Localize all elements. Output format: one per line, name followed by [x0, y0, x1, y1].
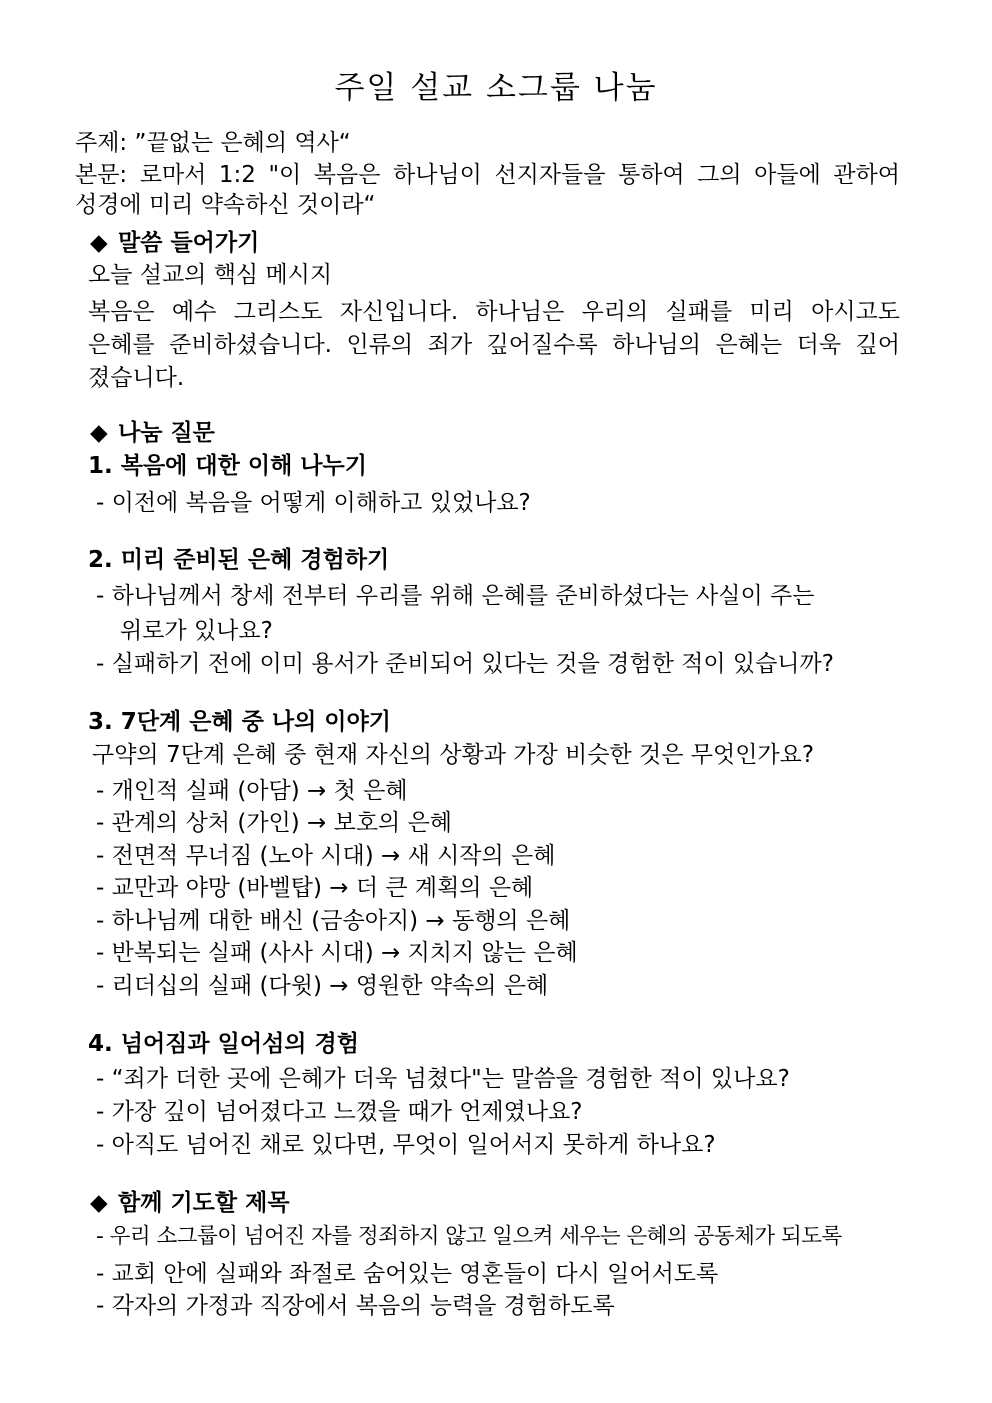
prayer-heading-text: 함께 기도할 제목: [118, 1190, 290, 1216]
intro-body-line-1: 복음은 예수 그리스도 자신입니다. 하나님은 우리의 실패를 미리 아시고도: [88, 299, 900, 325]
question-4-item: - “죄가 더한 곳에 은혜가 더욱 넘쳤다"는 말씀을 경험한 적이 있나요?: [96, 1066, 790, 1092]
question-3-item: - 개인적 실패 (아담) → 첫 은혜: [96, 778, 408, 804]
intro-subheading: 오늘 설교의 핵심 메시지: [88, 262, 333, 288]
question-2-title: 2. 미리 준비된 은혜 경험하기: [88, 547, 390, 573]
question-3-title: 3. 7단계 은혜 중 나의 이야기: [88, 709, 391, 735]
question-1-item: - 이전에 복음을 어떻게 이해하고 있었나요?: [96, 490, 531, 516]
prayer-item: - 각자의 가정과 직장에서 복음의 능력을 경험하도록: [96, 1293, 615, 1319]
question-2-item-2: - 실패하기 전에 이미 용서가 준비되어 있다는 것을 경험한 적이 있습니까?: [96, 651, 834, 677]
question-3-item: - 교만과 야망 (바벨탑) → 더 큰 계획의 은혜: [96, 875, 534, 901]
sharing-heading: [90, 418, 215, 448]
question-3-item: - 반복되는 실패 (사사 시대) → 지치지 않는 은혜: [96, 940, 578, 966]
question-3-item: - 하나님께 대한 배신 (금송아지) → 동행의 은혜: [96, 908, 571, 934]
question-4-title: 4. 넘어짐과 일어섬의 경험: [88, 1031, 359, 1057]
question-4-item: - 가장 깊이 넘어졌다고 느꼈을 때가 언제였나요?: [96, 1099, 583, 1125]
theme-line: 주제: ”끝없는 은혜의 역사“: [75, 130, 351, 156]
prayer-heading: [90, 1188, 290, 1218]
diamond-bullet-icon: ◆: [90, 420, 108, 446]
scripture-line-1: 본문: 로마서 1:2 "이 복음은 하나님이 선지자들을 통하여 그의 아들에 관하여: [75, 162, 900, 188]
intro-heading: [90, 228, 259, 258]
question-3-item: - 리더십의 실패 (다윗) → 영원한 약속의 은혜: [96, 973, 549, 999]
page-title: 주일 설교 소그룹 나눔: [334, 70, 658, 106]
diamond-bullet-icon: ◆: [90, 1190, 108, 1216]
question-3-item: - 관계의 상처 (가인) → 보호의 은혜: [96, 810, 452, 836]
question-2-item-1-line-2: 위로가 있나요?: [120, 618, 273, 644]
question-3-question: 구약의 7단계 은혜 중 현재 자신의 상황과 가장 비슷한 것은 무엇인가요?: [92, 742, 815, 768]
prayer-item: - 우리 소그룹이 넘어진 자를 정죄하지 않고 일으켜 세우는 은혜의 공동체가 되도록: [96, 1224, 842, 1249]
intro-heading-text: 말씀 들어가기: [118, 230, 260, 256]
diamond-bullet-icon: ◆: [90, 230, 108, 256]
question-4-item: - 아직도 넘어진 채로 있다면, 무엇이 일어서지 못하게 하나요?: [96, 1132, 716, 1158]
intro-body-line-3: 졌습니다.: [88, 365, 185, 391]
prayer-item: - 교회 안에 실패와 좌절로 숨어있는 영혼들이 다시 일어서도록: [96, 1261, 719, 1287]
scripture-line-2: 성경에 미리 약속하신 것이라“: [75, 192, 376, 218]
question-1-title: 1. 복음에 대한 이해 나누기: [88, 453, 367, 479]
question-3-item: - 전면적 무너짐 (노아 시대) → 새 시작의 은혜: [96, 843, 556, 869]
sharing-heading-text: 나눔 질문: [118, 420, 215, 446]
intro-body-line-2: 은혜를 준비하셨습니다. 인류의 죄가 깊어질수록 하나님의 은혜는 더욱 깊어: [88, 332, 900, 358]
question-2-item-1-line-1: - 하나님께서 창세 전부터 우리를 위해 은혜를 준비하셨다는 사실이 주는: [96, 583, 815, 609]
